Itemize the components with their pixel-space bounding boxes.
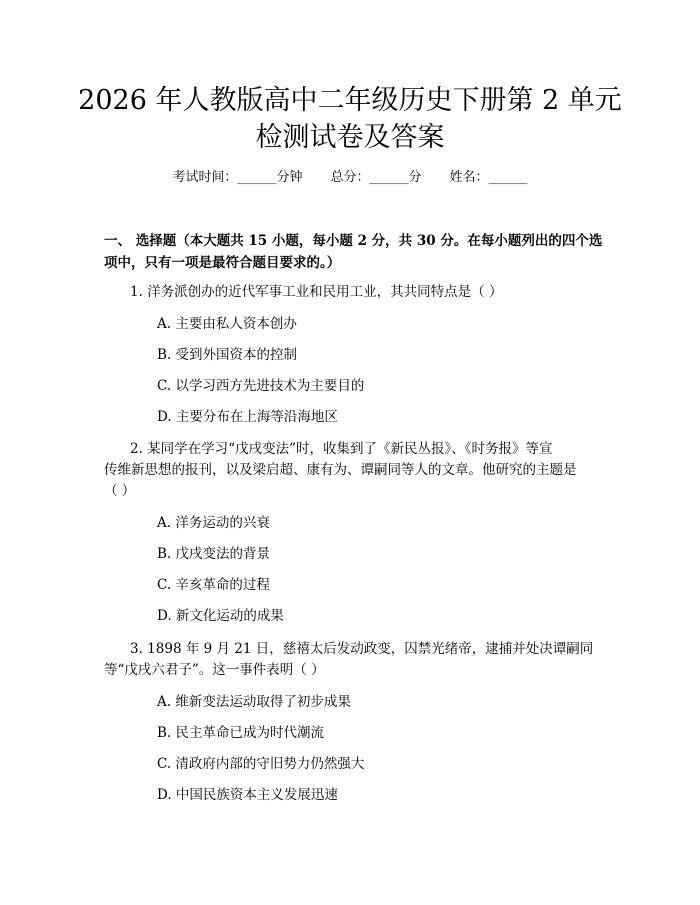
exam-time: 考试时间：______分钟 xyxy=(172,170,303,185)
question-1-option-c: C. 以学习西方先进技术为主要目的 xyxy=(157,378,365,394)
question-1-stem: 1. 洋务派创办的近代军事工业和民用工业，其共同特点是（ ） xyxy=(130,284,503,300)
section-heading-line-1: 一、 选择题（本大题共 15 小题，每小题 2 分，共 30 分。在每小题列出的四个选 xyxy=(104,233,603,249)
section-heading-line-2: 项中，只有一项是最符合题目要求的。） xyxy=(104,255,341,271)
question-1-option-b: B. 受到外国资本的控制 xyxy=(157,347,298,363)
question-3-stem-line-2: 等“戊戌六君子”。这一事件表明（ ） xyxy=(104,662,325,678)
question-2-option-a: A. 洋务运动的兴衰 xyxy=(157,515,270,531)
title-line-2: 检测试卷及答案 xyxy=(255,122,445,153)
question-3-stem-line-1: 3. 1898 年 9 月 21 日，慈禧太后发动政变，囚禁光绪帝，逮捕并处决谭嗣同 xyxy=(130,641,594,657)
question-3-option-c: C. 清政府内部的守旧势力仍然强大 xyxy=(157,756,365,772)
question-2-stem-line-2: 传维新思想的报刊，以及梁启超、康有为、谭嗣同等人的文章。他研究的主题是 xyxy=(104,462,577,478)
question-2-option-d: D. 新文化运动的成果 xyxy=(157,608,284,624)
question-2-option-b: B. 戊戌变法的背景 xyxy=(157,546,271,562)
question-2-stem-line-1: 2. 某同学在学习“戊戌变法”时，收集到了《新民丛报》、《时务报》等宣 xyxy=(130,441,553,457)
exam-name: 姓名：______ xyxy=(449,170,528,185)
question-3-option-d: D. 中国民族资本主义发展迅速 xyxy=(157,787,338,803)
question-1-option-a: A. 主要由私人资本创办 xyxy=(157,316,297,332)
title-line-1: 2026 年人教版高中二年级历史下册第 2 单元 xyxy=(78,85,622,116)
question-1-option-d: D. 主要分布在上海等沿海地区 xyxy=(157,409,338,425)
exam-info xyxy=(0,169,700,187)
question-2-option-c: C. 辛亥革命的过程 xyxy=(157,577,270,593)
question-3-option-b: B. 民主革命已成为时代潮流 xyxy=(157,725,325,741)
exam-score: 总分：______分 xyxy=(330,170,422,185)
question-2-stem-line-3: （ ） xyxy=(104,483,136,499)
question-3-option-a: A. 维新变法运动取得了初步成果 xyxy=(157,694,351,710)
